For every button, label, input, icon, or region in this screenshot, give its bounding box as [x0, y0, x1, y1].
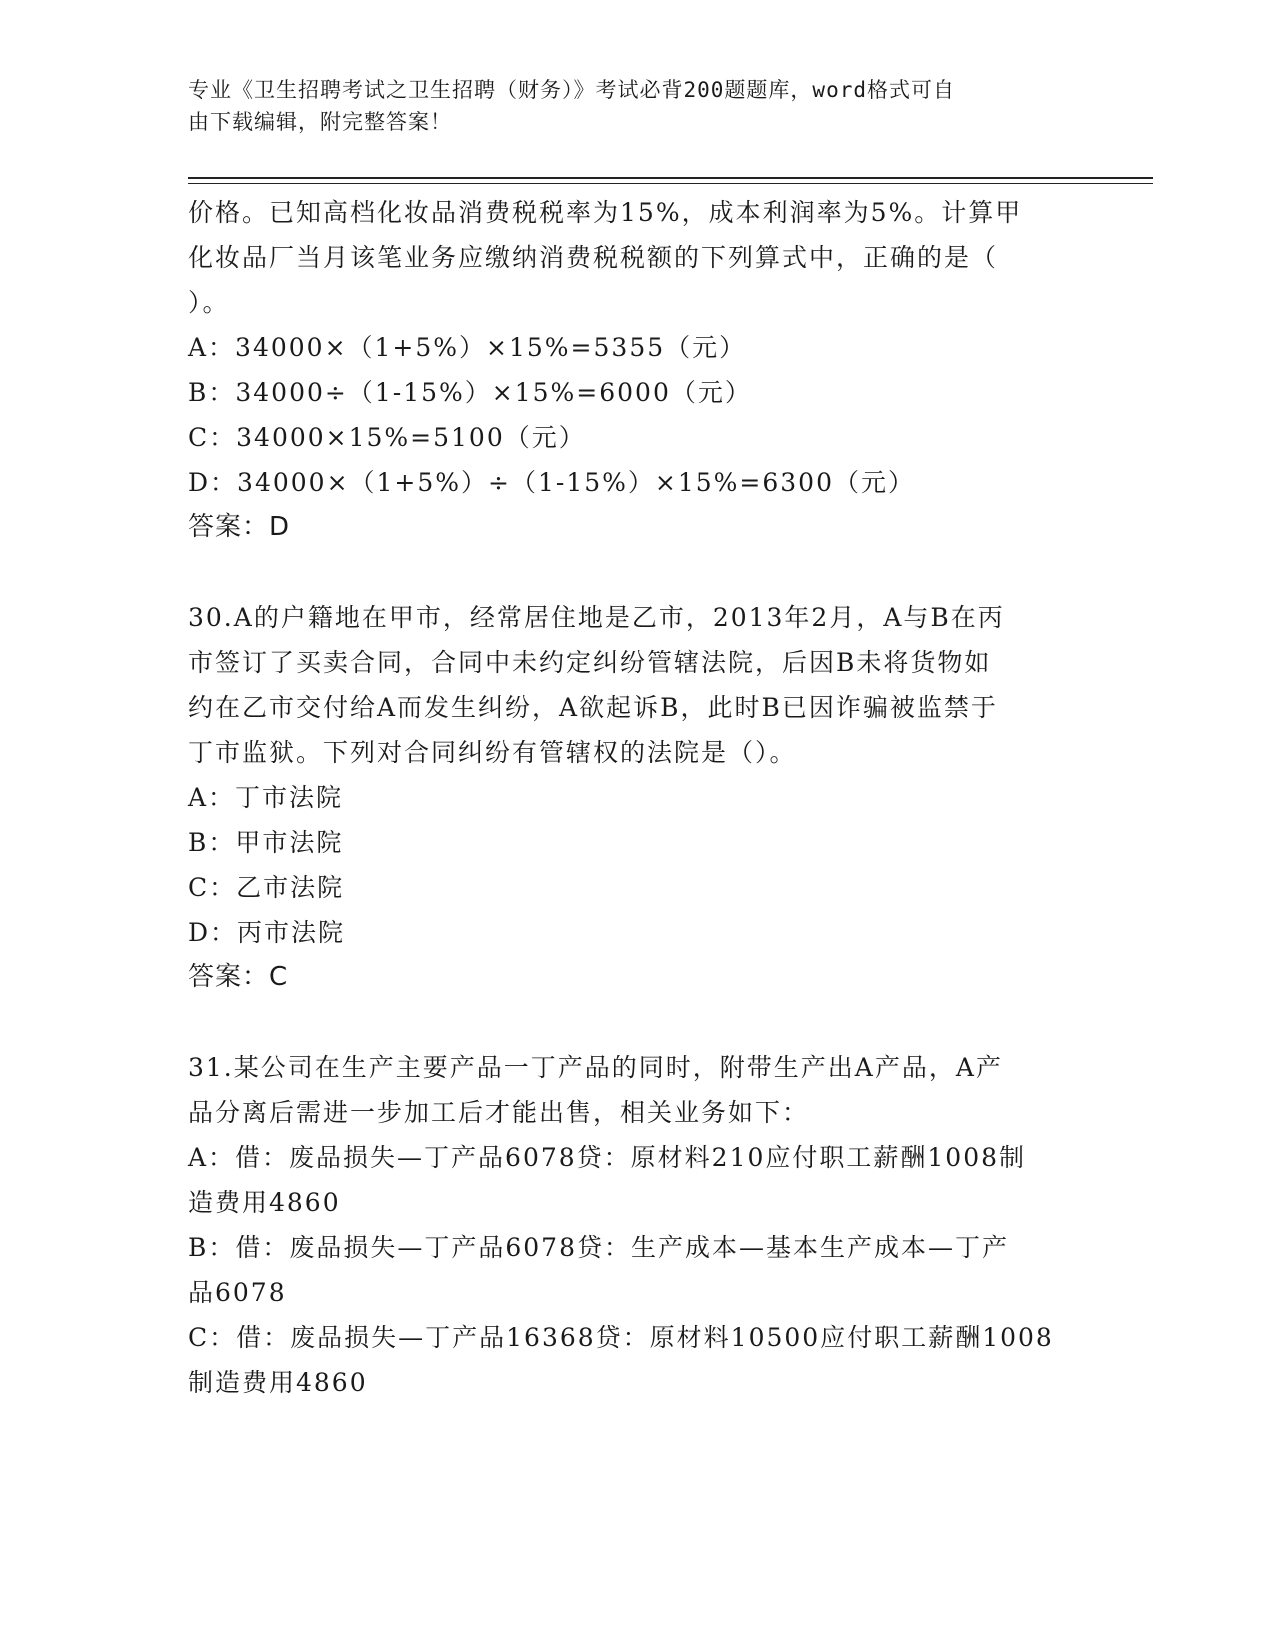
header-line-1: 专业《卫生招聘考试之卫生招聘（财务）》考试必背200题题库，word格式可自 — [188, 78, 955, 102]
question-stem-line: 30.A的户籍地在甲市，经常居住地是乙市，2013年2月，A与B在丙 — [188, 603, 1005, 632]
option-d: D：34000×（1+5%）÷（1-15%）×15%=6300（元） — [188, 468, 915, 497]
option-c: C：借：废品损失—丁产品16368贷：原材料10500应付职工薪酬1008 — [188, 1323, 1054, 1352]
header-rule-thick — [188, 177, 1153, 179]
question-stem-line: 化妆品厂当月该笔业务应缴纳消费税税额的下列算式中，正确的是（ — [188, 243, 999, 272]
option-c-continued: 制造费用4860 — [188, 1368, 368, 1397]
answer: 答案：D — [188, 512, 291, 542]
option-c: C：乙市法院 — [188, 873, 345, 902]
option-a: A：借：废品损失—丁产品6078贷：原材料210应付职工薪酬1008制 — [188, 1143, 1027, 1172]
option-b-continued: 品6078 — [188, 1278, 287, 1307]
option-d: D：丙市法院 — [188, 918, 346, 947]
option-b: B：甲市法院 — [188, 828, 344, 857]
header-rule-thin — [188, 183, 1153, 184]
question-stem-line: 价格。已知高档化妆品消费税税率为15%，成本利润率为5%。计算甲 — [188, 198, 1023, 227]
document-body — [188, 190, 1088, 1405]
question-stem-line: 31.某公司在生产主要产品一丁产品的同时，附带生产出A产品，A产 — [188, 1053, 1003, 1082]
question-29 — [188, 190, 1088, 550]
question-stem-line: 市签订了买卖合同，合同中未约定纠纷管辖法院，后因B未将货物如 — [188, 648, 992, 677]
option-a: A：丁市法院 — [188, 783, 344, 812]
question-stem-line: 品分离后需进一步加工后才能出售，相关业务如下： — [188, 1098, 810, 1127]
question-stem-line: 丁市监狱。下列对合同纠纷有管辖权的法院是（）。 — [188, 738, 797, 767]
option-b: B：借：废品损失—丁产品6078贷：生产成本—基本生产成本—丁产 — [188, 1233, 1009, 1262]
document-header — [188, 74, 1088, 138]
question-30 — [188, 595, 1088, 1000]
question-31 — [188, 1045, 1088, 1405]
option-a-continued: 造费用4860 — [188, 1188, 341, 1217]
answer: 答案：C — [188, 962, 289, 992]
option-a: A：34000×（1+5%）×15%=5355（元） — [188, 333, 747, 362]
option-b: B：34000÷（1-15%）×15%=6000（元） — [188, 378, 752, 407]
question-stem-line: 约在乙市交付给A而发生纠纷，A欲起诉B，此时B已因诈骗被监禁于 — [188, 693, 998, 722]
option-c: C：34000×15%=5100（元） — [188, 423, 586, 452]
question-stem-line: ）。 — [188, 288, 230, 317]
header-line-2: 由下载编辑，附完整答案！ — [188, 110, 452, 134]
